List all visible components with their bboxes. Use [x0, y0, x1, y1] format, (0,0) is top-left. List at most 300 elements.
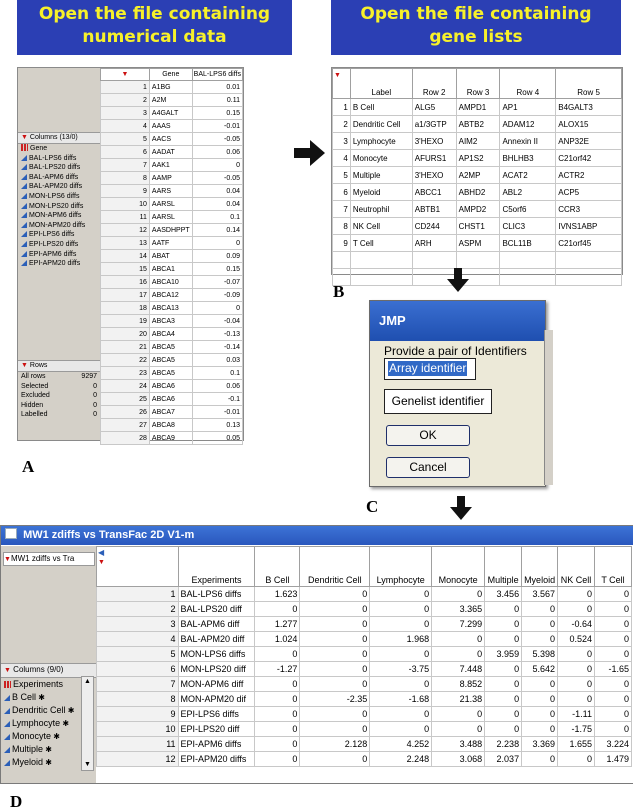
row-number[interactable]: 9	[333, 235, 351, 252]
table-row[interactable]	[101, 406, 243, 419]
value-cell[interactable]: 1.024	[255, 632, 300, 647]
gene-cell[interactable]: CLIC3	[500, 218, 556, 235]
row-number[interactable]: 7	[101, 159, 150, 172]
columns-header[interactable]: ▼ Columns (13/0)	[18, 132, 100, 144]
table-row[interactable]	[333, 150, 622, 167]
value-cell[interactable]: 0	[370, 707, 432, 722]
table-row[interactable]	[101, 302, 243, 315]
table-row[interactable]	[97, 677, 632, 692]
value-cell[interactable]: 0.1	[192, 211, 242, 224]
row-number[interactable]: 25	[101, 393, 150, 406]
gene-cell[interactable]: AFURS1	[412, 150, 456, 167]
table-row[interactable]	[333, 184, 622, 201]
value-cell[interactable]: 0	[300, 662, 370, 677]
value-cell[interactable]: 0	[595, 632, 632, 647]
value-cell[interactable]: 8.852	[432, 677, 485, 692]
table-row[interactable]	[101, 237, 243, 250]
value-cell[interactable]: 2.128	[300, 737, 370, 752]
table-row[interactable]	[101, 146, 243, 159]
table-row[interactable]	[101, 211, 243, 224]
gene-cell[interactable]: ABHD2	[456, 184, 500, 201]
value-cell[interactable]: 0	[192, 159, 242, 172]
empty-row[interactable]	[333, 252, 622, 269]
corner-cell[interactable]: ▼	[333, 69, 351, 99]
value-cell[interactable]: 2.238	[485, 737, 522, 752]
row-number[interactable]: 6	[333, 184, 351, 201]
value-cell[interactable]: 0	[558, 752, 595, 767]
gene-cell[interactable]: AMPD2	[456, 201, 500, 218]
label-cell[interactable]: Lymphocyte	[350, 133, 412, 150]
empty-cell[interactable]	[333, 252, 351, 269]
value-cell[interactable]: 0.04	[192, 185, 242, 198]
value-cell[interactable]: 0	[595, 587, 632, 602]
table-row[interactable]	[101, 328, 243, 341]
table-row[interactable]	[101, 107, 243, 120]
value-cell[interactable]: 0	[255, 602, 300, 617]
empty-cell[interactable]	[350, 269, 412, 286]
value-cell[interactable]: 3.369	[522, 737, 558, 752]
row-number[interactable]: 10	[97, 722, 179, 737]
table-row[interactable]	[101, 133, 243, 146]
table-row[interactable]	[97, 707, 632, 722]
gene-cell[interactable]: IVNS1ABP	[556, 218, 622, 235]
row-number[interactable]: 2	[333, 116, 351, 133]
row-number[interactable]: 1	[97, 587, 179, 602]
corner-cell[interactable]: ◀ ▼	[97, 547, 179, 587]
scroll-up-icon[interactable]: ▲	[84, 678, 91, 685]
value-cell[interactable]: 0	[300, 722, 370, 737]
value-cell[interactable]: 0.15	[192, 263, 242, 276]
value-cell[interactable]: 1.479	[595, 752, 632, 767]
value-cell[interactable]: 1.655	[558, 737, 595, 752]
value-cell[interactable]: -0.13	[192, 328, 242, 341]
gene-cell[interactable]: AAMP	[149, 172, 192, 185]
column-item[interactable]	[18, 173, 100, 183]
col-header-bal-lps6[interactable]: BAL-LPS6 diffs	[192, 69, 242, 81]
value-cell[interactable]: -2.35	[300, 692, 370, 707]
gene-cell[interactable]: ABCA6	[149, 380, 192, 393]
value-cell[interactable]: 1.623	[255, 587, 300, 602]
col-header-row5[interactable]: Row 5	[556, 69, 622, 99]
value-cell[interactable]: 0	[370, 647, 432, 662]
gene-cell[interactable]: ABCA5	[149, 367, 192, 380]
gene-cell[interactable]: AACS	[149, 133, 192, 146]
gene-cell[interactable]: ACP5	[556, 184, 622, 201]
value-cell[interactable]: 3.456	[485, 587, 522, 602]
row-number[interactable]: 2	[101, 94, 150, 107]
gene-cell[interactable]: ABCA5	[149, 341, 192, 354]
value-cell[interactable]: 0	[595, 707, 632, 722]
gene-cell[interactable]: ABCA5	[149, 354, 192, 367]
value-cell[interactable]: -1.65	[595, 662, 632, 677]
value-cell[interactable]: -0.01	[192, 120, 242, 133]
value-cell[interactable]: -0.05	[192, 133, 242, 146]
value-cell[interactable]: 0	[522, 752, 558, 767]
value-cell[interactable]: 0	[522, 632, 558, 647]
column-item[interactable]	[1, 717, 81, 730]
gene-cell[interactable]: AADAT	[149, 146, 192, 159]
value-cell[interactable]: -0.05	[192, 172, 242, 185]
value-cell[interactable]: 1.277	[255, 617, 300, 632]
row-number[interactable]: 5	[333, 167, 351, 184]
col-header-monocyte[interactable]: Monocyte	[432, 547, 485, 587]
gene-cell[interactable]: ABCA4	[149, 328, 192, 341]
value-cell[interactable]: 0	[432, 707, 485, 722]
table-row[interactable]	[101, 94, 243, 107]
experiment-cell[interactable]: EPI-LPS6 diffs	[178, 707, 255, 722]
cancel-button[interactable]: Cancel	[386, 457, 470, 478]
gene-cell[interactable]: ARH	[412, 235, 456, 252]
table-row[interactable]	[333, 167, 622, 184]
value-cell[interactable]: 0	[485, 722, 522, 737]
value-cell[interactable]: 3.567	[522, 587, 558, 602]
experiment-cell[interactable]: MON-APM20 dif	[178, 692, 255, 707]
table-row[interactable]	[101, 276, 243, 289]
value-cell[interactable]: -0.07	[192, 276, 242, 289]
row-number[interactable]: 7	[97, 677, 179, 692]
table-row[interactable]	[101, 250, 243, 263]
value-cell[interactable]: 1.968	[370, 632, 432, 647]
value-cell[interactable]: 3.224	[595, 737, 632, 752]
label-cell[interactable]: NK Cell	[350, 218, 412, 235]
column-item[interactable]	[18, 259, 100, 269]
value-cell[interactable]: 0	[255, 677, 300, 692]
gene-cell[interactable]: CHST1	[456, 218, 500, 235]
gene-cell[interactable]: ABCA1	[149, 263, 192, 276]
value-cell[interactable]: 3.068	[432, 752, 485, 767]
gene-cell[interactable]: A2MP	[456, 167, 500, 184]
table-row[interactable]	[333, 133, 622, 150]
value-cell[interactable]: 0	[300, 602, 370, 617]
value-cell[interactable]: 0.11	[192, 94, 242, 107]
value-cell[interactable]: 0	[558, 677, 595, 692]
gene-cell[interactable]: ABTB1	[412, 201, 456, 218]
table-row[interactable]	[101, 263, 243, 276]
value-cell[interactable]: 0	[485, 707, 522, 722]
value-cell[interactable]: 0	[192, 237, 242, 250]
row-number[interactable]: 16	[101, 276, 150, 289]
gene-cell[interactable]: AP1S2	[456, 150, 500, 167]
column-item[interactable]	[18, 154, 100, 164]
value-cell[interactable]: 0	[370, 617, 432, 632]
experiment-cell[interactable]: EPI-APM20 diffs	[178, 752, 255, 767]
value-cell[interactable]: 0	[255, 647, 300, 662]
col-header-nk-cell[interactable]: NK Cell	[558, 547, 595, 587]
value-cell[interactable]: 0.03	[192, 354, 242, 367]
row-number[interactable]: 24	[101, 380, 150, 393]
gene-cell[interactable]: A1BG	[149, 81, 192, 94]
column-item[interactable]	[18, 240, 100, 250]
row-number[interactable]: 4	[333, 150, 351, 167]
table-row[interactable]	[333, 235, 622, 252]
column-item[interactable]	[18, 230, 100, 240]
array-identifier-field[interactable]	[384, 358, 476, 380]
column-item[interactable]	[1, 756, 81, 769]
value-cell[interactable]: 0.06	[192, 146, 242, 159]
gene-cell[interactable]: ABTB2	[456, 116, 500, 133]
row-number[interactable]: 9	[97, 707, 179, 722]
value-cell[interactable]: 0	[522, 602, 558, 617]
col-header-row3[interactable]: Row 3	[456, 69, 500, 99]
empty-cell[interactable]	[456, 252, 500, 269]
table-name-dropdown[interactable]: ▼MW1 zdiffs vs Tra	[3, 552, 95, 566]
label-cell[interactable]: Dendritic Cell	[350, 116, 412, 133]
gene-cell[interactable]: B4GALT3	[556, 99, 622, 116]
value-cell[interactable]: -3.75	[370, 662, 432, 677]
col-header-dendritic-cell[interactable]: Dendritic Cell	[300, 547, 370, 587]
label-cell[interactable]: T Cell	[350, 235, 412, 252]
value-cell[interactable]: 0.15	[192, 107, 242, 120]
gene-cell[interactable]: ABCA10	[149, 276, 192, 289]
row-number[interactable]: 21	[101, 341, 150, 354]
value-cell[interactable]: 0.01	[192, 81, 242, 94]
gene-cell[interactable]: AATF	[149, 237, 192, 250]
table-row[interactable]	[101, 224, 243, 237]
column-item[interactable]	[18, 192, 100, 202]
experiment-cell[interactable]: BAL-APM20 diff	[178, 632, 255, 647]
value-cell[interactable]: 0	[522, 692, 558, 707]
value-cell[interactable]: 0	[255, 707, 300, 722]
genelist-identifier-field[interactable]: Genelist identifier	[384, 389, 492, 414]
value-cell[interactable]: 0	[255, 722, 300, 737]
row-number[interactable]: 5	[97, 647, 179, 662]
row-number[interactable]: 10	[101, 198, 150, 211]
value-cell[interactable]: 0	[522, 707, 558, 722]
value-cell[interactable]: 0	[255, 752, 300, 767]
gene-cell[interactable]: ABCA13	[149, 302, 192, 315]
table-row[interactable]	[101, 198, 243, 211]
row-number[interactable]: 1	[101, 81, 150, 94]
gene-cell[interactable]: C21orf45	[556, 235, 622, 252]
gene-cell[interactable]: CD244	[412, 218, 456, 235]
column-item[interactable]	[18, 163, 100, 173]
row-number[interactable]: 22	[101, 354, 150, 367]
value-cell[interactable]: 7.448	[432, 662, 485, 677]
row-number[interactable]: 2	[97, 602, 179, 617]
gene-cell[interactable]: AMPD1	[456, 99, 500, 116]
value-cell[interactable]: 0	[255, 737, 300, 752]
value-cell[interactable]: 2.248	[370, 752, 432, 767]
table-row[interactable]	[101, 185, 243, 198]
scroll-down-icon[interactable]: ▼	[84, 761, 91, 768]
empty-cell[interactable]	[350, 252, 412, 269]
gene-cell[interactable]: AASDHPPT	[149, 224, 192, 237]
empty-row[interactable]	[333, 269, 622, 286]
row-number[interactable]: 26	[101, 406, 150, 419]
value-cell[interactable]: 0	[300, 677, 370, 692]
experiment-cell[interactable]: BAL-APM6 diff	[178, 617, 255, 632]
value-cell[interactable]: -1.75	[558, 722, 595, 737]
experiment-cell[interactable]: BAL-LPS6 diffs	[178, 587, 255, 602]
value-cell[interactable]: 0	[192, 302, 242, 315]
gene-cell[interactable]: a1/3GTP	[412, 116, 456, 133]
value-cell[interactable]: 0.524	[558, 632, 595, 647]
gene-cell[interactable]: ABL2	[500, 184, 556, 201]
value-cell[interactable]: 2.037	[485, 752, 522, 767]
value-cell[interactable]: -1.68	[370, 692, 432, 707]
label-cell[interactable]: Multiple	[350, 167, 412, 184]
row-number[interactable]: 19	[101, 315, 150, 328]
gene-cell[interactable]: ALOX15	[556, 116, 622, 133]
table-row[interactable]	[333, 99, 622, 116]
row-number[interactable]: 7	[333, 201, 351, 218]
row-number[interactable]: 15	[101, 263, 150, 276]
value-cell[interactable]: 3.488	[432, 737, 485, 752]
corner-cell[interactable]: ▼	[101, 69, 150, 81]
value-cell[interactable]: 5.398	[522, 647, 558, 662]
gene-cell[interactable]: ABCA6	[149, 393, 192, 406]
value-cell[interactable]: 0.1	[192, 367, 242, 380]
value-cell[interactable]: 0	[432, 722, 485, 737]
value-cell[interactable]: 0	[595, 722, 632, 737]
gene-cell[interactable]: ABCA7	[149, 406, 192, 419]
empty-cell[interactable]	[500, 269, 556, 286]
empty-cell[interactable]	[412, 252, 456, 269]
gene-cell[interactable]: ACAT2	[500, 167, 556, 184]
value-cell[interactable]: 0	[595, 677, 632, 692]
col-header-myeloid[interactable]: Myeloid	[522, 547, 558, 587]
table-row[interactable]	[97, 617, 632, 632]
row-number[interactable]: 12	[97, 752, 179, 767]
value-cell[interactable]: 0.04	[192, 198, 242, 211]
value-cell[interactable]: 0	[432, 587, 485, 602]
gene-cell[interactable]: C21orf42	[556, 150, 622, 167]
table-row[interactable]	[97, 647, 632, 662]
column-item[interactable]	[18, 202, 100, 212]
label-cell[interactable]: B Cell	[350, 99, 412, 116]
value-cell[interactable]: 0.14	[192, 224, 242, 237]
experiment-cell[interactable]: EPI-LPS20 diff	[178, 722, 255, 737]
value-cell[interactable]: 0	[370, 587, 432, 602]
experiment-cell[interactable]: EPI-APM6 diffs	[178, 737, 255, 752]
col-header-experiments[interactable]: Experiments	[178, 547, 255, 587]
value-cell[interactable]: 0	[300, 617, 370, 632]
gene-cell[interactable]: CCR3	[556, 201, 622, 218]
row-number[interactable]: 13	[101, 237, 150, 250]
col-header-b-cell[interactable]: B Cell	[255, 547, 300, 587]
gene-cell[interactable]: AAK1	[149, 159, 192, 172]
table-row[interactable]	[97, 602, 632, 617]
value-cell[interactable]: 0	[370, 722, 432, 737]
column-item[interactable]	[1, 678, 81, 691]
gene-cell[interactable]: BHLHB3	[500, 150, 556, 167]
row-number[interactable]: 8	[101, 172, 150, 185]
columns-header[interactable]: ▼ Columns (9/0)	[1, 663, 96, 678]
value-cell[interactable]: -0.1	[192, 393, 242, 406]
value-cell[interactable]: 0	[370, 677, 432, 692]
col-header-lymphocyte[interactable]: Lymphocyte	[370, 547, 432, 587]
value-cell[interactable]: 0.06	[192, 380, 242, 393]
table-row[interactable]	[101, 393, 243, 406]
col-header-label[interactable]: Label	[350, 69, 412, 99]
value-cell[interactable]: 0	[558, 587, 595, 602]
table-row[interactable]	[101, 354, 243, 367]
row-number[interactable]: 6	[97, 662, 179, 677]
table-row[interactable]	[101, 120, 243, 133]
gene-cell[interactable]: BCL11B	[500, 235, 556, 252]
value-cell[interactable]: 0	[485, 632, 522, 647]
row-number[interactable]: 12	[101, 224, 150, 237]
table-row[interactable]	[333, 116, 622, 133]
table-row[interactable]	[97, 752, 632, 767]
gene-cell[interactable]: ABCC1	[412, 184, 456, 201]
value-cell[interactable]: 0	[595, 692, 632, 707]
gene-cell[interactable]: ASPM	[456, 235, 500, 252]
table-row[interactable]	[101, 172, 243, 185]
table-row[interactable]	[97, 722, 632, 737]
value-cell[interactable]: -0.09	[192, 289, 242, 302]
column-item[interactable]	[18, 144, 100, 154]
gene-cell[interactable]: ABCA12	[149, 289, 192, 302]
value-cell[interactable]: -0.04	[192, 315, 242, 328]
ok-button[interactable]: OK	[386, 425, 470, 446]
gene-cell[interactable]: 3'HEXO	[412, 133, 456, 150]
value-cell[interactable]: 0	[558, 602, 595, 617]
table-row[interactable]	[333, 201, 622, 218]
value-cell[interactable]: 0	[300, 632, 370, 647]
empty-cell[interactable]	[556, 252, 622, 269]
gene-cell[interactable]: A2M	[149, 94, 192, 107]
gene-cell[interactable]: Annexin II	[500, 133, 556, 150]
gene-cell[interactable]: ACTR2	[556, 167, 622, 184]
table-row[interactable]	[101, 81, 243, 94]
table-row[interactable]	[97, 632, 632, 647]
gene-cell[interactable]: ADAM12	[500, 116, 556, 133]
value-cell[interactable]: 0	[558, 662, 595, 677]
table-row[interactable]	[333, 218, 622, 235]
column-item[interactable]	[18, 211, 100, 221]
value-cell[interactable]: 0	[485, 677, 522, 692]
table-row[interactable]	[97, 692, 632, 707]
value-cell[interactable]: 0	[485, 602, 522, 617]
value-cell[interactable]: 0	[558, 692, 595, 707]
gene-cell[interactable]: A4GALT	[149, 107, 192, 120]
row-number[interactable]: 11	[97, 737, 179, 752]
column-item[interactable]	[1, 704, 81, 717]
value-cell[interactable]: 0	[300, 707, 370, 722]
row-number[interactable]: 27	[101, 419, 150, 432]
row-number[interactable]: 11	[101, 211, 150, 224]
value-cell[interactable]: 21.38	[432, 692, 485, 707]
column-item[interactable]	[1, 743, 81, 756]
table-row[interactable]	[101, 341, 243, 354]
row-number[interactable]: 5	[101, 133, 150, 146]
value-cell[interactable]: 0	[432, 647, 485, 662]
value-cell[interactable]: 0	[432, 632, 485, 647]
value-cell[interactable]: 3.959	[485, 647, 522, 662]
row-number[interactable]: 1	[333, 99, 351, 116]
value-cell[interactable]: -1.27	[255, 662, 300, 677]
value-cell[interactable]: 0	[300, 647, 370, 662]
table-row[interactable]	[97, 737, 632, 752]
value-cell[interactable]: 0	[595, 647, 632, 662]
row-number[interactable]: 4	[97, 632, 179, 647]
column-item[interactable]	[1, 730, 81, 743]
value-cell[interactable]: 0	[485, 662, 522, 677]
row-number[interactable]: 20	[101, 328, 150, 341]
row-number[interactable]: 23	[101, 367, 150, 380]
value-cell[interactable]: 0	[522, 617, 558, 632]
value-cell[interactable]: 0	[595, 617, 632, 632]
value-cell[interactable]: 0	[300, 587, 370, 602]
experiment-cell[interactable]: BAL-LPS20 diff	[178, 602, 255, 617]
column-item[interactable]	[18, 182, 100, 192]
experiment-cell[interactable]: MON-LPS20 diff	[178, 662, 255, 677]
experiment-cell[interactable]: MON-LPS6 diffs	[178, 647, 255, 662]
table-row[interactable]	[101, 289, 243, 302]
value-cell[interactable]: 7.299	[432, 617, 485, 632]
col-header-gene[interactable]: Gene	[149, 69, 192, 81]
